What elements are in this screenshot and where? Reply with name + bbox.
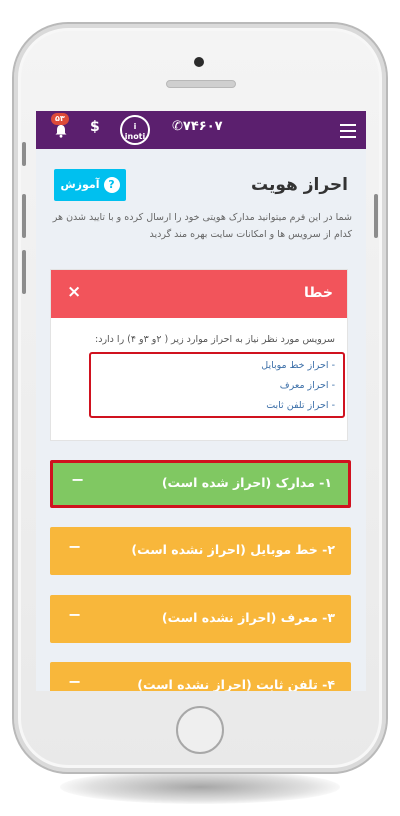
mute-switch bbox=[22, 142, 26, 166]
hamburger-menu-icon[interactable] bbox=[340, 120, 356, 140]
earpiece-speaker bbox=[166, 80, 236, 88]
section-label: ۲- خط موبایل (احراز نشده است) bbox=[131, 542, 335, 557]
section-label: ۴- تلفن ثابت (احراز نشده است) bbox=[137, 677, 335, 691]
phone-icon: ✆ bbox=[172, 119, 183, 134]
required-item-referrer[interactable]: - احراز معرف bbox=[279, 380, 335, 391]
section-documents[interactable] bbox=[50, 460, 351, 508]
close-icon[interactable]: × bbox=[67, 282, 82, 302]
alert-message: سرویس مورد نظر نیاز به احراز موارد زیر ( ۲و ۳و ۴) را دارد: bbox=[95, 334, 335, 345]
logo-text: inoti bbox=[124, 132, 146, 141]
collapse-icon[interactable]: − bbox=[71, 470, 85, 489]
wallet-dollar-icon[interactable]: $ bbox=[90, 119, 100, 135]
section-landline[interactable] bbox=[50, 662, 351, 691]
notification-bell-icon[interactable] bbox=[54, 123, 68, 137]
collapse-icon[interactable]: − bbox=[68, 605, 82, 624]
error-alert bbox=[50, 269, 348, 441]
collapse-icon[interactable]: − bbox=[68, 672, 82, 691]
inoti-logo[interactable] bbox=[120, 115, 150, 145]
phone-shadow bbox=[60, 770, 340, 804]
page-title: احراز هویت bbox=[250, 175, 348, 195]
alert-header bbox=[51, 270, 347, 318]
power-button bbox=[374, 194, 378, 238]
logo-i-icon: i bbox=[133, 122, 137, 131]
question-circle-icon: ? bbox=[104, 177, 120, 193]
top-navbar bbox=[36, 111, 366, 149]
phone-number: ۷۴۶۰۷ bbox=[182, 119, 223, 134]
required-item-landline[interactable]: - احراز تلفن ثابت bbox=[266, 400, 335, 411]
app-screen bbox=[36, 111, 366, 691]
section-label: ۳- معرف (احراز نشده است) bbox=[161, 610, 335, 625]
volume-down-button bbox=[22, 250, 26, 294]
section-referrer[interactable] bbox=[50, 595, 351, 643]
section-label: ۱- مدارک (احراز شده است) bbox=[161, 475, 332, 490]
section-mobile[interactable] bbox=[50, 527, 351, 575]
help-tutorial-button[interactable] bbox=[54, 169, 126, 201]
intro-text: شما در این فرم میتوانید مدارک هویتی خود را ارسال کرده و با تایید شدن هر کدام از سرویس ها و امکانات سایت بهره مند گردید bbox=[52, 212, 352, 240]
support-phone[interactable] bbox=[172, 119, 223, 134]
volume-up-button bbox=[22, 194, 26, 238]
home-button[interactable] bbox=[176, 706, 224, 754]
notification-count-badge: ۵۳ bbox=[51, 113, 69, 125]
help-button-label: آموزش bbox=[60, 178, 100, 191]
required-items-list bbox=[89, 352, 345, 418]
collapse-icon[interactable]: − bbox=[68, 537, 82, 556]
required-item-mobile[interactable]: - احراز خط موبایل bbox=[261, 360, 335, 371]
alert-title: خطا bbox=[304, 285, 333, 301]
front-camera bbox=[194, 57, 204, 67]
